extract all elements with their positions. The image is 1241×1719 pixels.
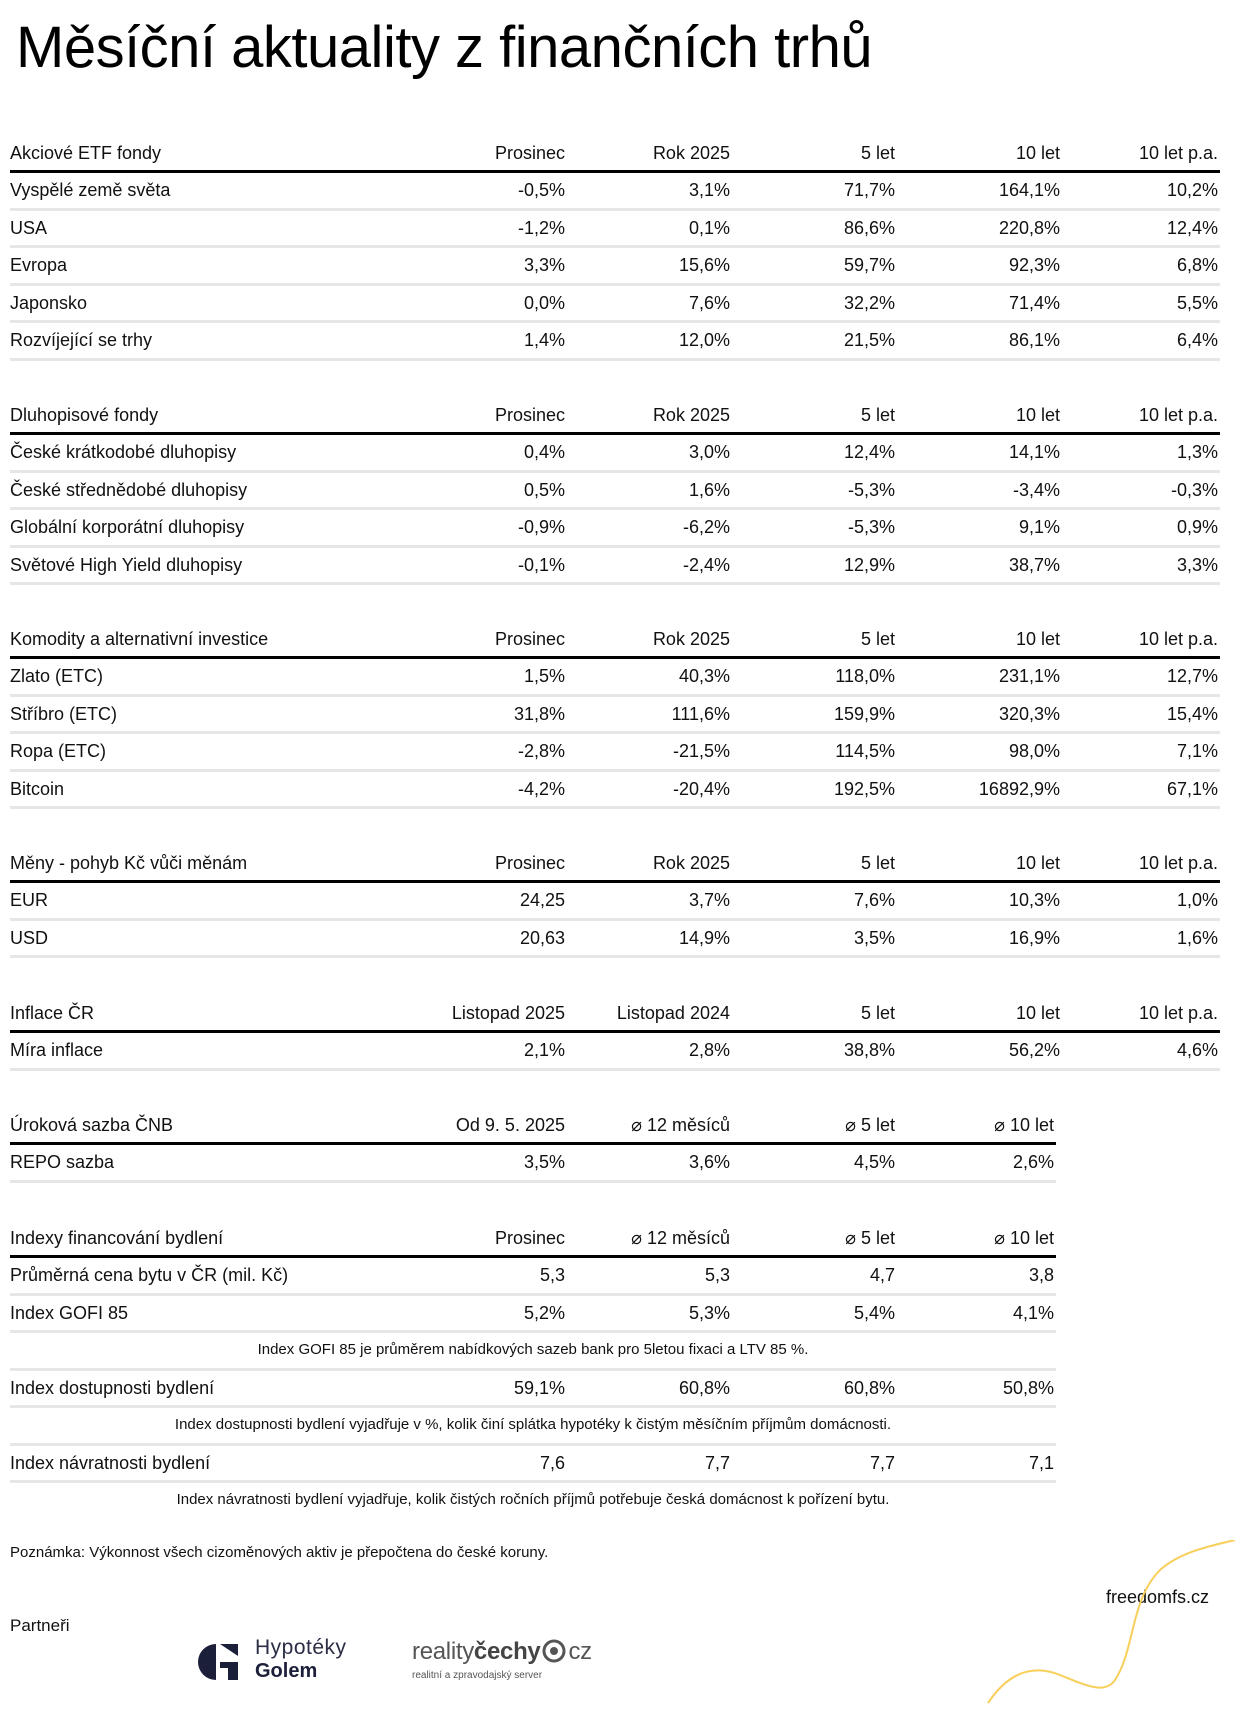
hypoteky-golem-logo[interactable] bbox=[198, 1638, 358, 1684]
realitycechy-tagline: realitní a zpravodajský server bbox=[412, 1670, 543, 1681]
cell-value: -5,3% bbox=[847, 479, 895, 500]
row-label: USD bbox=[10, 927, 49, 948]
row-label: Globální korporátní dluhopisy bbox=[10, 517, 245, 537]
housing-finance-table bbox=[10, 1221, 1056, 1518]
cell-value: 7,1 bbox=[1028, 1452, 1054, 1473]
table-row bbox=[10, 211, 1220, 249]
cell-value: 12,4% bbox=[843, 442, 895, 462]
cell-value: 5,3% bbox=[688, 1302, 730, 1323]
cell-value: 3,0% bbox=[688, 442, 730, 462]
cell-value: 3,3% bbox=[1176, 554, 1218, 575]
cell-value: 1,0% bbox=[1176, 890, 1218, 910]
cell-value: 15,6% bbox=[678, 255, 730, 275]
inflation-table bbox=[10, 996, 1220, 1071]
cell-value: 0,4% bbox=[523, 442, 565, 462]
row-label: Světové High Yield dluhopisy bbox=[10, 554, 243, 575]
column-header: 10 let bbox=[1015, 1003, 1060, 1023]
table-row bbox=[10, 921, 1220, 959]
cell-value: 60,8% bbox=[843, 1377, 895, 1398]
table-header bbox=[10, 996, 1220, 1033]
cell-value: 0,9% bbox=[1176, 517, 1218, 537]
cell-value: -4,2% bbox=[517, 778, 565, 799]
column-header: 10 let p.a. bbox=[1138, 405, 1218, 425]
row-label: EUR bbox=[10, 890, 49, 910]
page-title: Měsíční aktuality z finančních trhů bbox=[16, 15, 873, 80]
cnb-rate-table bbox=[10, 1108, 1056, 1183]
decorative-swoosh-icon bbox=[985, 1540, 1241, 1719]
column-header: ⌀ 12 měsíců bbox=[631, 1228, 730, 1248]
cell-value: 16892,9% bbox=[978, 778, 1060, 799]
table-row bbox=[10, 323, 1220, 361]
column-header: Dluhopisové fondy bbox=[10, 405, 159, 425]
cell-value: 59,1% bbox=[513, 1377, 565, 1398]
cell-value: 1,4% bbox=[523, 330, 565, 350]
cell-value: 40,3% bbox=[678, 666, 730, 686]
row-label: Index návratnosti bydlení bbox=[10, 1452, 211, 1473]
cell-value: -2,8% bbox=[517, 741, 565, 761]
table-row bbox=[10, 772, 1220, 810]
table-header bbox=[10, 1108, 1056, 1145]
row-label: Evropa bbox=[10, 255, 68, 275]
cell-value: 21,5% bbox=[843, 330, 895, 350]
column-header: Rok 2025 bbox=[652, 853, 730, 873]
cell-value: 0,0% bbox=[523, 292, 565, 313]
column-header: Rok 2025 bbox=[652, 629, 730, 649]
return-note: Index návratnosti bydlení vyjadřuje, kolik čistých ročních příjmů potřebuje česká domácnost k pořízení bytu. bbox=[176, 1491, 890, 1508]
cell-value: 1,5% bbox=[523, 666, 565, 686]
cell-value: 6,4% bbox=[1176, 330, 1218, 350]
column-header: Inflace ČR bbox=[10, 1003, 95, 1023]
column-header: Od 9. 5. 2025 bbox=[455, 1115, 565, 1135]
row-label: České střednědobé dluhopisy bbox=[10, 479, 248, 500]
column-header: Akciové ETF fondy bbox=[10, 143, 162, 163]
row-label: REPO sazba bbox=[10, 1152, 115, 1172]
column-header: 10 let bbox=[1015, 143, 1060, 163]
column-header: ⌀ 5 let bbox=[845, 1228, 895, 1248]
table-row bbox=[10, 697, 1220, 735]
cell-value: -6,2% bbox=[682, 517, 730, 537]
cell-value: 7,7 bbox=[869, 1452, 895, 1473]
cell-value: 12,7% bbox=[1166, 666, 1218, 686]
column-header: Prosinec bbox=[494, 1228, 565, 1248]
column-header: Komodity a alternativní investice bbox=[10, 629, 269, 649]
column-header: 10 let p.a. bbox=[1138, 853, 1218, 873]
cell-value: 2,1% bbox=[523, 1040, 565, 1060]
cell-value: 1,6% bbox=[688, 479, 730, 500]
cell-value: 38,8% bbox=[843, 1040, 895, 1060]
cell-value: 5,5% bbox=[1176, 292, 1218, 313]
cell-value: 16,9% bbox=[1008, 927, 1060, 948]
column-header: Úroková sazba ČNB bbox=[10, 1115, 174, 1135]
table-row bbox=[10, 173, 1220, 211]
table-row bbox=[10, 734, 1220, 772]
table-header bbox=[10, 1221, 1056, 1258]
cell-value: 86,6% bbox=[843, 217, 895, 238]
column-header: 5 let bbox=[860, 1003, 895, 1023]
table-header bbox=[10, 136, 1220, 173]
column-header: 5 let bbox=[860, 629, 895, 649]
cell-value: 2,6% bbox=[1012, 1152, 1054, 1172]
column-header: 10 let p.a. bbox=[1138, 629, 1218, 649]
cell-value: 50,8% bbox=[1002, 1377, 1054, 1398]
wordmark-light: reality bbox=[412, 1638, 474, 1665]
column-header: ⌀ 10 let bbox=[994, 1228, 1054, 1248]
row-label: České krátkodobé dluhopisy bbox=[10, 442, 237, 462]
cell-value: 71,4% bbox=[1008, 292, 1060, 313]
cell-value: 3,1% bbox=[688, 180, 730, 200]
cell-value: 118,0% bbox=[835, 666, 895, 686]
commodities-table bbox=[10, 622, 1220, 809]
cell-value: 71,7% bbox=[843, 180, 895, 200]
website-link[interactable]: freedomfs.cz bbox=[1105, 1587, 1209, 1607]
column-header: Rok 2025 bbox=[652, 405, 730, 425]
cell-value: 14,1% bbox=[1008, 442, 1060, 462]
cell-value: 1,3% bbox=[1176, 442, 1218, 462]
cell-value: -0,1% bbox=[517, 554, 565, 575]
golem-mark-icon bbox=[198, 1642, 240, 1682]
table-row bbox=[10, 548, 1220, 586]
cell-value: -1,2% bbox=[517, 217, 565, 238]
cell-value: 192,5% bbox=[833, 778, 895, 799]
column-header: 10 let bbox=[1015, 853, 1060, 873]
cell-value: 3,5% bbox=[523, 1152, 565, 1172]
cell-value: 38,7% bbox=[1008, 554, 1060, 575]
cell-value: 0,1% bbox=[688, 217, 730, 238]
column-header: Listopad 2024 bbox=[616, 1003, 730, 1023]
table-row bbox=[10, 248, 1220, 286]
cell-value: 24,25 bbox=[519, 890, 565, 910]
row-label: Japonsko bbox=[10, 292, 88, 313]
equity-etf-table bbox=[10, 136, 1220, 361]
footnote: Poznámka: Výkonnost všech cizoměnových aktiv je přepočtena do české koruny. bbox=[10, 1544, 549, 1561]
cell-value: 67,1% bbox=[1166, 778, 1218, 799]
table-row bbox=[10, 1258, 1056, 1296]
cell-value: -2,4% bbox=[682, 554, 730, 575]
cell-value: 31,8% bbox=[513, 703, 565, 724]
cell-value: 4,7 bbox=[869, 1265, 895, 1285]
column-header: 5 let bbox=[860, 143, 895, 163]
cell-value: 220,8% bbox=[998, 217, 1060, 238]
affordability-note: Index dostupnosti bydlení vyjadřuje v %, kolik činí splátka hypotéky k čistým měsíčním příjmům domácnosti. bbox=[10, 1408, 1056, 1446]
column-header: Prosinec bbox=[494, 629, 565, 649]
cell-value: 4,5% bbox=[853, 1152, 895, 1172]
gofi-note: Index GOFI 85 je průměrem nabídkových sazeb bank pro 5letou fixaci a LTV 85 %. bbox=[10, 1333, 1056, 1371]
cell-value: 5,3 bbox=[539, 1265, 565, 1285]
cell-value: 56,2% bbox=[1008, 1040, 1060, 1060]
cell-value: 231,1% bbox=[998, 666, 1060, 686]
cell-value: 2,8% bbox=[688, 1040, 730, 1060]
cell-value: 3,7% bbox=[688, 890, 730, 910]
cell-value: 3,3% bbox=[523, 255, 565, 275]
partners-label: Partneři bbox=[10, 1616, 70, 1635]
column-header: Prosinec bbox=[494, 143, 565, 163]
column-header: 5 let bbox=[860, 853, 895, 873]
cell-value: 12,0% bbox=[678, 330, 730, 350]
cell-value: -0,3% bbox=[1170, 479, 1218, 500]
cell-value: -20,4% bbox=[672, 778, 730, 799]
column-header: ⌀ 10 let bbox=[994, 1115, 1054, 1135]
wordmark-suffix: cz bbox=[568, 1638, 592, 1665]
cell-value: 7,1% bbox=[1176, 741, 1218, 761]
column-header: 10 let p.a. bbox=[1138, 143, 1218, 163]
cell-value: -3,4% bbox=[1012, 479, 1060, 500]
row-label: Bitcoin bbox=[10, 778, 65, 799]
cell-value: -5,3% bbox=[847, 517, 895, 537]
cell-value: 320,3% bbox=[998, 703, 1060, 724]
table-row bbox=[10, 435, 1220, 473]
cell-value: 9,1% bbox=[1018, 517, 1060, 537]
cell-value: 3,5% bbox=[853, 927, 895, 948]
column-header: ⌀ 5 let bbox=[845, 1115, 895, 1135]
target-circle-icon bbox=[542, 1639, 566, 1663]
cell-value: 6,8% bbox=[1176, 255, 1218, 275]
realitycechy-logo[interactable] bbox=[412, 1640, 642, 1684]
cell-value: -0,9% bbox=[517, 517, 565, 537]
cell-value: 20,63 bbox=[519, 927, 565, 948]
table-row bbox=[10, 510, 1220, 548]
wordmark-bold: čechy bbox=[473, 1638, 541, 1665]
cell-value: 164,1% bbox=[998, 180, 1060, 200]
column-header: 10 let bbox=[1015, 629, 1060, 649]
column-header: 5 let bbox=[860, 405, 895, 425]
table-row bbox=[10, 473, 1220, 511]
cell-value: 5,2% bbox=[523, 1302, 565, 1323]
cell-value: 60,8% bbox=[678, 1377, 730, 1398]
realitycechy-wordmark bbox=[412, 1638, 592, 1666]
row-label: Zlato (ETC) bbox=[10, 666, 104, 686]
cell-value: 1,6% bbox=[1176, 927, 1218, 948]
cell-value: 3,6% bbox=[688, 1152, 730, 1172]
column-header: 10 let p.a. bbox=[1138, 1003, 1218, 1023]
column-header: Prosinec bbox=[494, 405, 565, 425]
cell-value: 15,4% bbox=[1166, 703, 1218, 724]
row-label: Ropa (ETC) bbox=[10, 741, 107, 761]
column-header: Prosinec bbox=[494, 853, 565, 873]
cell-value: 12,4% bbox=[1166, 217, 1218, 238]
column-header: Měny - pohyb Kč vůči měnám bbox=[10, 853, 248, 873]
table-row bbox=[10, 1371, 1056, 1409]
cell-value: 4,1% bbox=[1012, 1302, 1054, 1323]
cell-value: 59,7% bbox=[843, 255, 895, 275]
currencies-table bbox=[10, 846, 1220, 958]
golem-logo-line2: Golem bbox=[255, 1660, 318, 1682]
table-row bbox=[10, 286, 1220, 324]
cell-value: 32,2% bbox=[843, 292, 895, 313]
table-header bbox=[10, 398, 1220, 435]
table-header bbox=[10, 846, 1220, 883]
table-row bbox=[10, 659, 1220, 697]
cell-value: 7,6% bbox=[688, 292, 730, 313]
row-label: Rozvíjející se trhy bbox=[10, 330, 153, 350]
column-header: Rok 2025 bbox=[652, 143, 730, 163]
table-row bbox=[10, 1145, 1056, 1183]
row-label: Průměrná cena bytu v ČR (mil. Kč) bbox=[10, 1265, 289, 1285]
cell-value: 10,3% bbox=[1008, 890, 1060, 910]
column-header: 10 let bbox=[1015, 405, 1060, 425]
row-label: Stříbro (ETC) bbox=[10, 703, 118, 724]
table-row bbox=[10, 883, 1220, 921]
cell-value: 114,5% bbox=[835, 741, 895, 761]
row-label: Míra inflace bbox=[10, 1040, 104, 1060]
cell-value: 5,3 bbox=[704, 1265, 730, 1285]
cell-value: 14,9% bbox=[678, 927, 730, 948]
cell-value: 7,6 bbox=[539, 1452, 565, 1473]
cell-value: 0,5% bbox=[523, 479, 565, 500]
row-label: Index dostupnosti bydlení bbox=[10, 1377, 215, 1398]
cell-value: -21,5% bbox=[672, 741, 730, 761]
golem-logo-line1: Hypotéky bbox=[255, 1636, 347, 1659]
cell-value: 86,1% bbox=[1008, 330, 1060, 350]
table-row bbox=[10, 1033, 1220, 1071]
cell-value: 92,3% bbox=[1008, 255, 1060, 275]
row-label: Index GOFI 85 bbox=[10, 1302, 129, 1323]
column-header: ⌀ 12 měsíců bbox=[631, 1115, 730, 1135]
cell-value: 12,9% bbox=[843, 554, 895, 575]
column-header: Indexy financování bydlení bbox=[10, 1228, 224, 1248]
cell-value: 4,6% bbox=[1176, 1040, 1218, 1060]
cell-value: 5,4% bbox=[853, 1302, 895, 1323]
bond-funds-table bbox=[10, 398, 1220, 585]
table-header bbox=[10, 622, 1220, 659]
table-row bbox=[10, 1446, 1056, 1484]
cell-value: 159,9% bbox=[833, 703, 895, 724]
cell-value: 3,8 bbox=[1028, 1265, 1054, 1285]
cell-value: 10,2% bbox=[1166, 180, 1218, 200]
column-header: Listopad 2025 bbox=[451, 1003, 565, 1023]
cell-value: 7,6% bbox=[853, 890, 895, 910]
cell-value: 98,0% bbox=[1008, 741, 1060, 761]
row-label: Vyspělé země světa bbox=[10, 180, 171, 200]
row-label: USA bbox=[10, 217, 48, 238]
cell-value: -0,5% bbox=[517, 180, 565, 200]
cell-value: 111,6% bbox=[671, 703, 730, 724]
table-row bbox=[10, 1296, 1056, 1334]
cell-value: 7,7 bbox=[704, 1452, 730, 1473]
